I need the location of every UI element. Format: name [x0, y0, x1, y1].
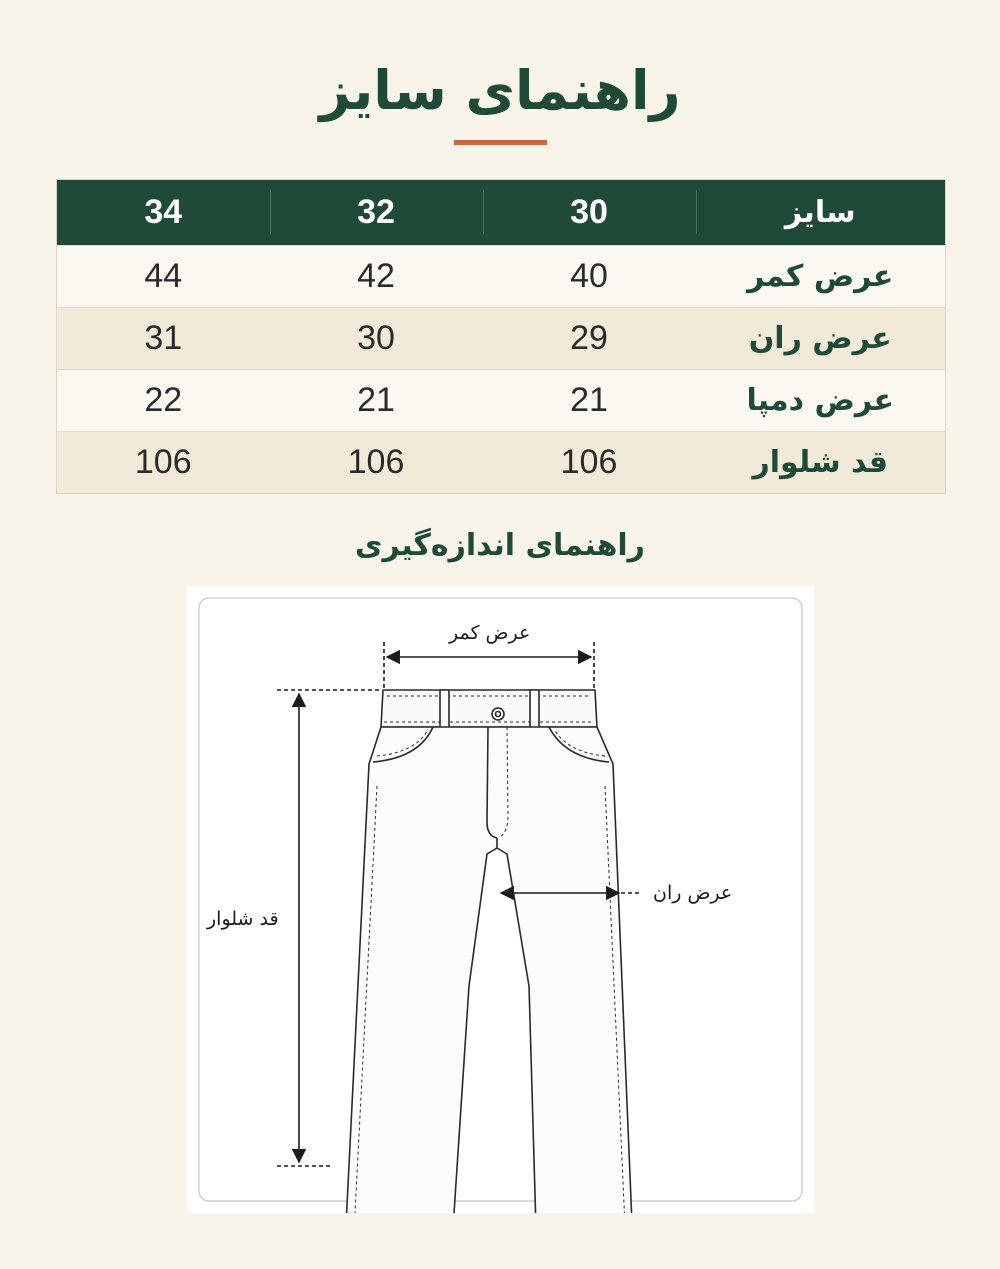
table-cell: 42: [270, 246, 483, 308]
pants-outline: [334, 690, 642, 1213]
table-cell: 21: [483, 370, 696, 432]
row-label: قد شلوار: [696, 432, 946, 494]
table-cell: 106: [483, 432, 696, 494]
table-header-row: [57, 180, 946, 246]
length-label: قد شلوار: [207, 908, 279, 930]
table-cell: 106: [57, 432, 270, 494]
table-cell: 30: [270, 308, 483, 370]
size-column-header: 34: [144, 193, 183, 231]
diagram-title: راهنمای اندازه‌گیری: [355, 528, 645, 563]
title-underline: [454, 140, 547, 145]
table-row: [57, 432, 946, 494]
table-cell: 40: [483, 246, 696, 308]
waist-measure: [384, 642, 594, 690]
measurement-diagram: [187, 586, 814, 1213]
row-label: عرض کمر: [696, 246, 946, 308]
row-label: عرض ران: [696, 308, 946, 370]
table-cell: 44: [57, 246, 270, 308]
table-cell: 29: [483, 308, 696, 370]
size-table: [56, 179, 946, 494]
table-cell: 106: [270, 432, 483, 494]
table-row: [57, 370, 946, 432]
waist-label: عرض کمر: [449, 622, 531, 644]
page-title: راهنمای سایز: [319, 59, 681, 122]
size-column-header: 32: [270, 180, 483, 246]
row-label: عرض دمپا: [696, 370, 946, 432]
table-row: [57, 246, 946, 308]
table-cell: 22: [57, 370, 270, 432]
table-row: [57, 308, 946, 370]
size-header-label: سایز: [696, 180, 946, 246]
size-column-header: 30: [483, 180, 696, 246]
table-cell: 21: [270, 370, 483, 432]
thigh-label: عرض ران: [653, 882, 733, 904]
table-cell: 31: [57, 308, 270, 370]
